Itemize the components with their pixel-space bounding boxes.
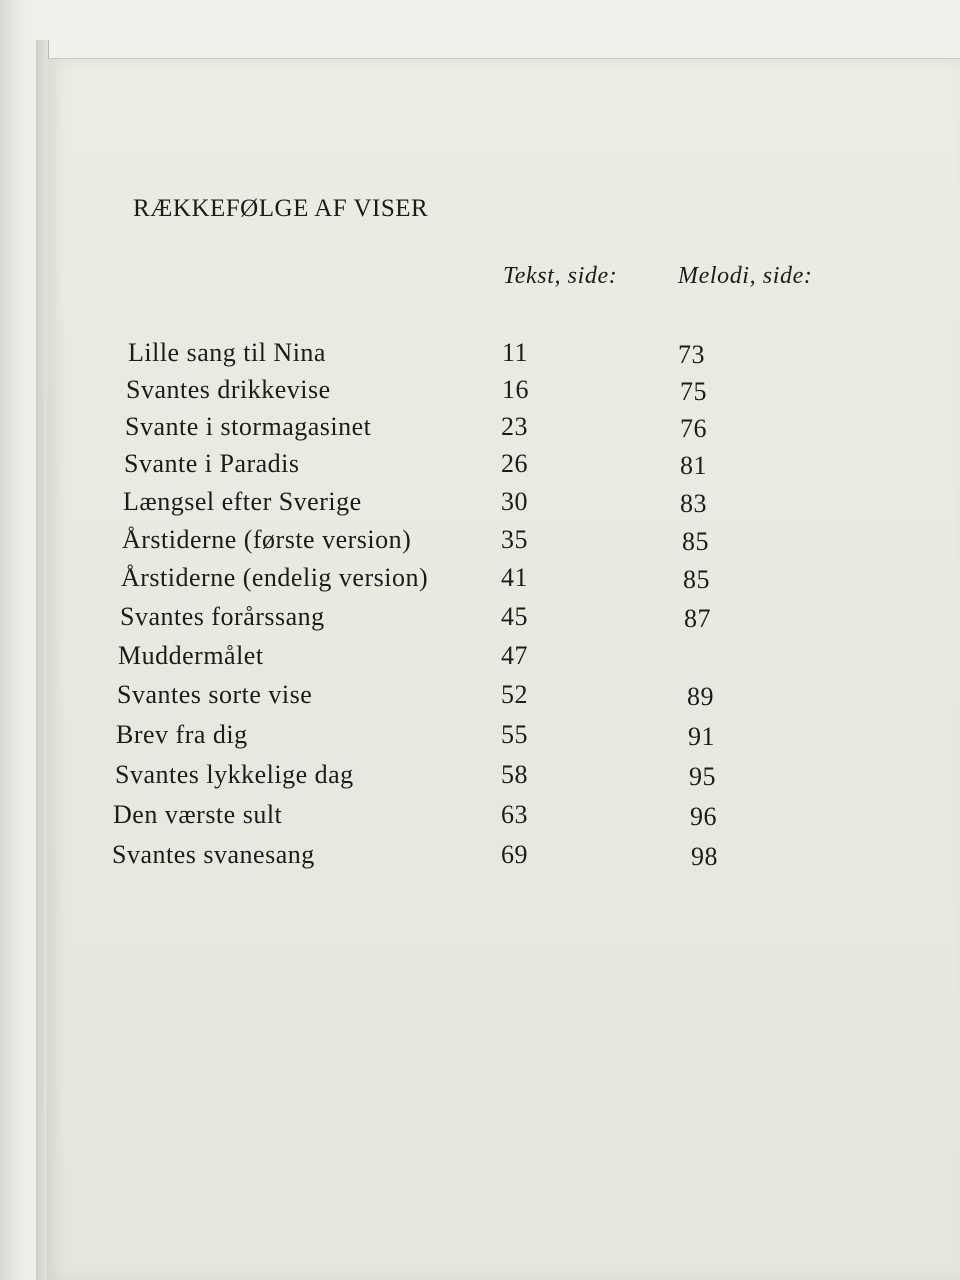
tekst-page-number: 69	[501, 840, 528, 869]
song-title: Svantes svanesang	[112, 840, 315, 869]
tekst-page-number: 52	[501, 680, 528, 709]
song-title: Muddermålet	[118, 641, 264, 670]
tekst-page-number: 45	[501, 602, 528, 631]
melodi-page-number: 81	[680, 451, 707, 480]
melodi-page-number: 95	[689, 762, 716, 791]
tekst-page-number: 41	[501, 563, 528, 592]
song-title: Svantes forårssang	[120, 602, 325, 631]
tekst-page-number: 47	[501, 641, 528, 670]
song-title: Svante i stormagasinet	[125, 412, 372, 441]
column-header-tekst: Tekst, side:	[503, 263, 618, 289]
melodi-page-number: 87	[684, 604, 711, 633]
song-title: Den værste sult	[113, 800, 283, 829]
column-header-melodi: Melodi, side:	[678, 263, 813, 289]
tekst-page-number: 63	[501, 800, 528, 829]
melodi-page-number: 73	[678, 340, 705, 369]
melodi-page-number: 83	[680, 489, 707, 518]
melodi-page-number: 75	[680, 377, 707, 406]
page-title: RÆKKEFØLGE AF VISER	[133, 195, 429, 222]
tekst-page-number: 23	[501, 412, 528, 441]
tekst-page-number: 11	[502, 338, 529, 367]
song-title: Svantes drikkevise	[126, 375, 331, 404]
tekst-page-number: 55	[501, 720, 528, 749]
song-title: Brev fra dig	[116, 720, 248, 749]
tekst-page-number: 30	[501, 487, 528, 516]
tekst-page-number: 16	[502, 375, 529, 404]
song-title: Lille sang til Nina	[128, 338, 326, 367]
melodi-page-number: 89	[687, 682, 714, 711]
song-title: Svantes lykkelige dag	[115, 760, 354, 789]
song-title: Svantes sorte vise	[117, 680, 313, 709]
song-title: Årstiderne (endelig version)	[121, 563, 429, 592]
tekst-page-number: 26	[501, 449, 528, 478]
tekst-page-number: 35	[501, 525, 528, 554]
melodi-page-number: 76	[680, 414, 707, 443]
melodi-page-number: 85	[682, 527, 709, 556]
tekst-page-number: 58	[501, 760, 528, 789]
song-title: Årstiderne (første version)	[122, 525, 412, 554]
melodi-page-number: 96	[690, 802, 717, 831]
song-title: Svante i Paradis	[124, 449, 300, 478]
melodi-page-number: 91	[688, 722, 715, 751]
melodi-page-number: 85	[683, 565, 710, 594]
melodi-page-number: 98	[691, 842, 718, 871]
song-title: Længsel efter Sverige	[123, 487, 362, 516]
